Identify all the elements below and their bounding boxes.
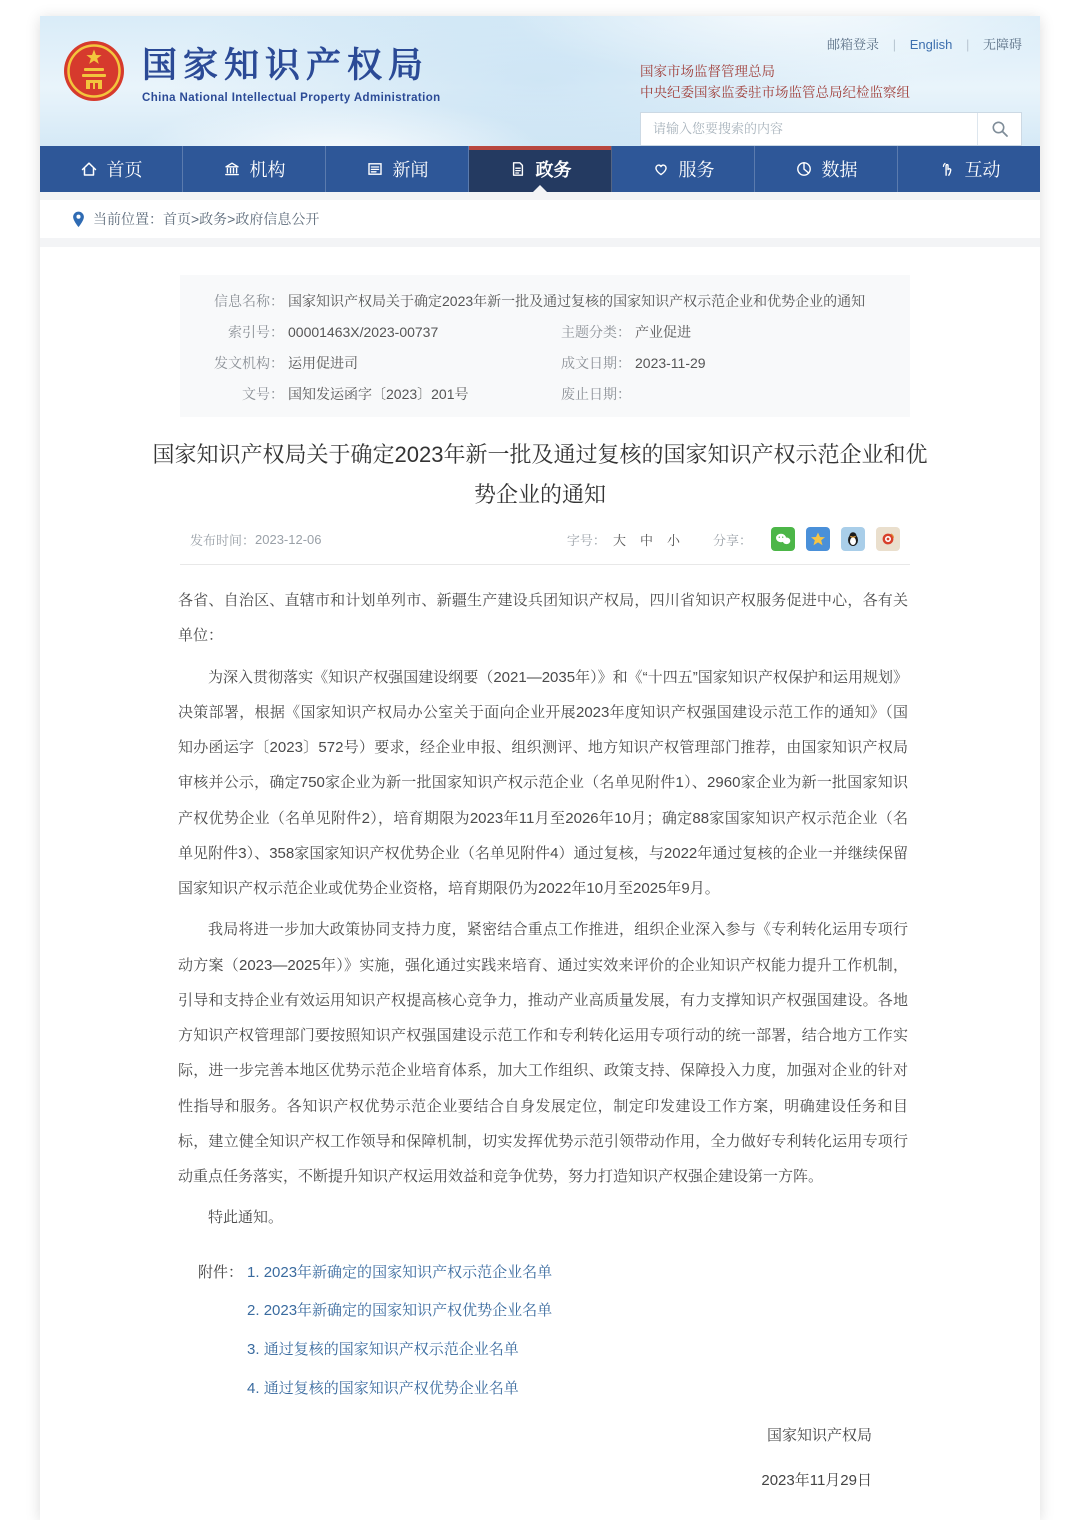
share-label: 分享： (712, 532, 752, 548)
info-issuer-value: 运用促进司 (288, 354, 358, 371)
attachment-link-2[interactable]: 2. 2023年新确定的国家知识产权优势企业名单 (247, 1302, 553, 1320)
attachments-list (247, 1262, 552, 1400)
nav-item-home[interactable] (40, 146, 183, 192)
publish-time-label: 发布时间： (190, 532, 256, 548)
bank-icon (223, 160, 241, 178)
search-box (640, 112, 1022, 146)
nav-label: 数据 (821, 160, 858, 180)
divider: | (892, 37, 897, 52)
breadcrumb (40, 200, 1040, 238)
divider (180, 564, 910, 565)
content-background (40, 192, 1040, 1520)
publish-time-value: 2023-12-06 (255, 531, 322, 547)
fontsize-large-button[interactable]: 大 (612, 532, 626, 548)
attachment-link-1[interactable]: 1. 2023年新确定的国家知识产权示范企业名单 (247, 1263, 553, 1281)
weibo-eye (880, 531, 896, 547)
attachments-block (198, 1262, 908, 1400)
top-utility-links (640, 34, 1022, 53)
samr-link[interactable]: 国家市场监督管理总局 (640, 64, 775, 79)
weibo-share-icon[interactable] (876, 527, 900, 551)
article-body (178, 583, 908, 1236)
wechat-share-icon[interactable] (771, 527, 795, 551)
qzone-share-icon[interactable] (806, 527, 830, 551)
info-row-docnum-repeal (198, 378, 892, 409)
fontsize-label: 字号： (566, 532, 606, 548)
qq-share-icon[interactable] (841, 527, 865, 551)
info-repeal-label: 废止日期： (561, 385, 631, 402)
nav-item-government-affairs[interactable] (469, 146, 612, 192)
gov-doc-icon (509, 160, 527, 178)
notice-line: 特此通知。 (208, 1209, 284, 1227)
info-index-label: 索引号： (228, 323, 284, 340)
info-name-value: 国家知识产权局关于确定2023年新一批及通过复核的国家知识产权示范企业和优势企业的通知 (288, 292, 866, 309)
attachment-link-3[interactable]: 3. 通过复核的国家知识产权示范企业名单 (247, 1341, 519, 1359)
nav-item-data[interactable] (755, 146, 898, 192)
info-issuer-label: 发文机构： (214, 354, 284, 371)
fontsize-medium-button[interactable]: 中 (639, 532, 653, 548)
search-icon (991, 120, 1009, 138)
nav-item-interaction[interactable] (898, 146, 1040, 192)
divider: | (965, 37, 970, 52)
info-row-name (198, 285, 892, 316)
info-topic-label: 主题分类： (561, 323, 631, 340)
info-col (545, 384, 892, 404)
news-icon (366, 160, 384, 178)
agency-name-block (142, 38, 441, 104)
paragraph-1: 为深入贯彻落实《知识产权强国建设纲要（2021—2035年）》和《“十四五”国家知识产权保护和运用规划》决策部署，根据《国家知识产权局办公室关于面向企业开展2023年度知识产权强国建设示范工作的通知》（国知办函运字〔2023〕572号）要求，经企业申报、组织测评、地方知识产权管理部门推荐，由国家知识产权局审核并公示，确定750家企业为新一批国家知识产权示范企业（名单见附件1）、2960家企业为新一批国家知识产权优势企业（名单见附件2），培育期限为2023年11月至2026年10月；确定88家国家知识产权示范企业（名单见附件3）、358家国家知识产权优势企业（名单见附件4）通过复核，与2022年通过复核的企业一并继续保留国家知识产权示范企业或优势企业资格，培育期限仍为2022年10月至2025年9月。 (178, 668, 908, 898)
breadcrumb-label: 当前位置： (93, 211, 163, 227)
document-main (40, 247, 1040, 1520)
paragraph-2: 我局将进一步加大政策协同支持力度，紧密结合重点工作推进，组织企业深入参与《专利转化运用专项行动方案（2023—2025年）》实施，强化通过实践来培育、通过实效来评价的企业知识产权能力提升工作机制，引导和支持企业有效运用知识产权提高核心竞争力，推动产业高质量发展，有力支撑知识产权强国建设。各地方知识产权管理部门要按照知识产权强国建设示范工作和专利转化运用专项行动的统一部署，结合地方工作实际，进一步完善本地区优势示范企业培育体系，加大工作组织、政策支持、保障投入力度，加强对企业的针对性指导和服务。各知识产权优势示范企业要结合自身发展定位，制定印发建设工作方案，明确建设任务和目标，建立健全知识产权工作领导和保障机制，切实发挥优势示范引领带动作用，全力做好专利转化运用专项行动重点任务落实，不断提升知识产权运用效益和竞争优势，努力打造知识产权强企建设第一方阵。 (178, 921, 908, 1186)
fontsize-small-button[interactable]: 小 (666, 532, 680, 548)
info-date-value: 2023-11-29 (635, 354, 706, 371)
search-input[interactable] (641, 113, 977, 145)
agency-name-cn: 国家知识产权局 (142, 46, 430, 85)
home-icon (80, 160, 98, 178)
related-agency-links (640, 62, 1022, 104)
main-nav (40, 146, 1040, 192)
agency-name-en: China National Intellectual Property Administration (142, 92, 441, 104)
nav-item-news[interactable] (326, 146, 469, 192)
info-date-label: 成文日期： (561, 354, 631, 371)
nav-label: 互动 (964, 160, 1001, 180)
nav-label: 首页 (106, 160, 143, 180)
signature-block (40, 1424, 872, 1490)
wechat-bubbles (775, 532, 791, 546)
info-docnum-label: 文号： (242, 385, 284, 402)
service-heart-icon (652, 160, 670, 178)
english-link[interactable]: English (909, 37, 953, 52)
info-col (198, 353, 545, 373)
national-emblem-icon (62, 39, 126, 103)
breadcrumb-path[interactable]: 首页>政务>政府信息公开 (163, 211, 320, 227)
info-row-index-topic (198, 316, 892, 347)
sign-date: 2023年11月29日 (761, 1471, 872, 1489)
nav-item-organization[interactable] (183, 146, 326, 192)
qzone-star (810, 531, 826, 547)
info-col (545, 353, 892, 373)
mail-login-link[interactable]: 邮箱登录 (827, 37, 880, 52)
attachment-link-4[interactable]: 4. 通过复核的国家知识产权优势企业名单 (247, 1379, 519, 1397)
info-col (198, 384, 545, 404)
info-name-label: 信息名称： (214, 292, 284, 309)
pie-chart-icon (795, 160, 813, 178)
info-row-issuer-date (198, 347, 892, 378)
salutation: 各省、自治区、直辖市和计划单列市、新疆生产建设兵团知识产权局，四川省知识产权服务促进中心，各有关单位： (178, 592, 908, 645)
nav-label: 新闻 (392, 160, 429, 180)
nav-label: 服务 (678, 160, 715, 180)
site-header (40, 16, 1040, 146)
nav-label: 政务 (535, 160, 572, 180)
article-meta (190, 526, 900, 552)
qq-penguin (846, 531, 860, 547)
info-index-value: 00001463X/2023-00737 (288, 323, 439, 340)
doc-info-box (180, 275, 910, 417)
info-docnum-value: 国知发运函字〔2023〕201号 (288, 385, 469, 402)
article-title: 国家知识产权局关于确定2023年新一批及通过复核的国家知识产权示范企业和优势企业的通知 (152, 442, 928, 507)
discipline-inspection-link[interactable]: 中央纪委国家监委驻市场监管总局纪检监察组 (640, 84, 910, 100)
signer-name: 国家知识产权局 (766, 1426, 872, 1444)
hand-touch-icon (938, 160, 956, 178)
location-pin-icon (72, 211, 85, 228)
meta-right (567, 527, 900, 551)
info-col (198, 322, 545, 342)
site-card (40, 16, 1040, 1520)
info-col (545, 322, 892, 342)
nav-item-services[interactable] (612, 146, 755, 192)
attachments-label: 附件： (198, 1263, 244, 1281)
info-topic-value: 产业促进 (635, 323, 691, 340)
header-right (640, 34, 1022, 146)
nav-label: 机构 (249, 160, 286, 180)
accessibility-link[interactable]: 无障碍 (982, 37, 1022, 52)
search-button[interactable] (977, 113, 1021, 145)
